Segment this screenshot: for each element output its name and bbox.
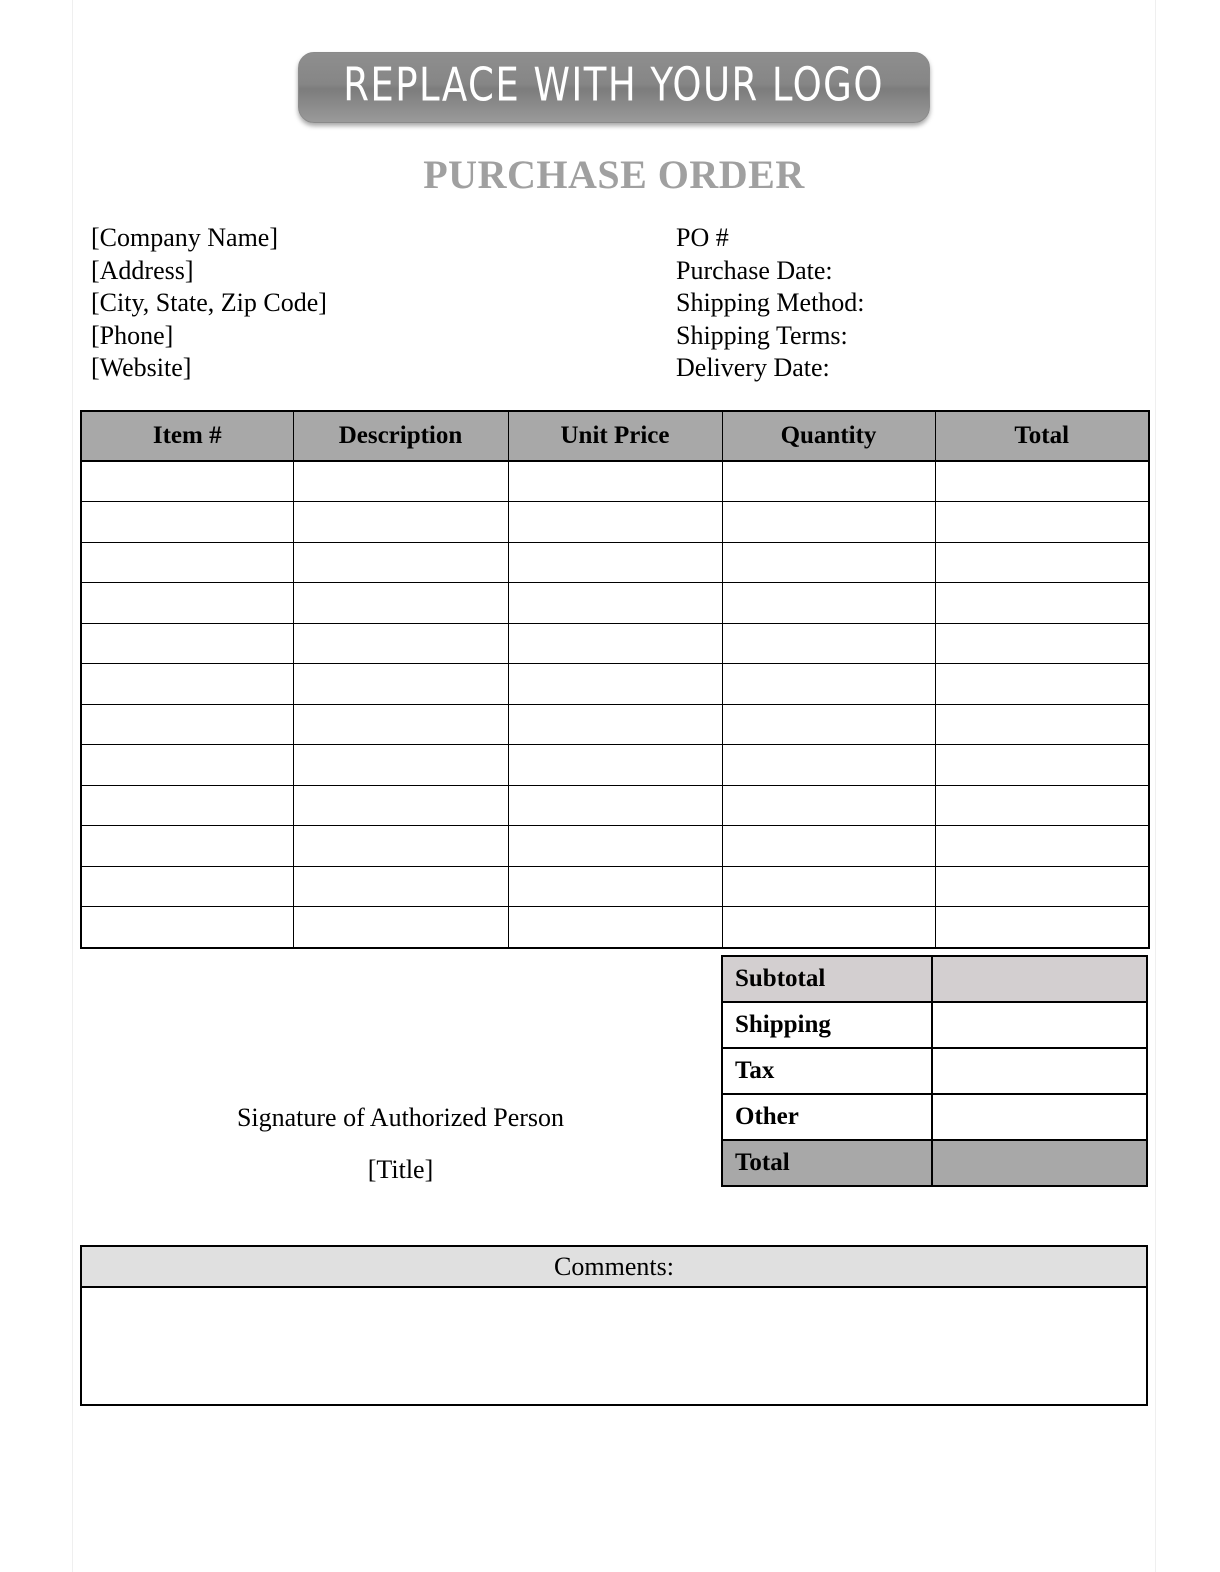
cell-item-number[interactable] [81, 785, 293, 826]
lower-section [80, 949, 1148, 1194]
delivery-date-field[interactable]: Delivery Date: [676, 353, 830, 382]
order-info-block [663, 222, 1148, 385]
purchase-order-sheet [80, 0, 1148, 1406]
cell-total[interactable] [935, 664, 1149, 705]
table-row [81, 623, 1149, 664]
table-row [81, 461, 1149, 502]
cell-unit-price[interactable] [508, 907, 722, 948]
cell-description[interactable] [293, 907, 508, 948]
cell-description[interactable] [293, 583, 508, 624]
company-name-field[interactable]: [Company Name] [91, 223, 279, 252]
totals-value-tax[interactable] [932, 1048, 1147, 1094]
totals-body [722, 956, 1147, 1186]
cell-total[interactable] [935, 907, 1149, 948]
cell-quantity[interactable] [722, 502, 935, 543]
company-block [80, 222, 663, 385]
cell-item-number[interactable] [81, 704, 293, 745]
cell-description[interactable] [293, 502, 508, 543]
cell-quantity[interactable] [722, 745, 935, 786]
cell-unit-price[interactable] [508, 583, 722, 624]
cell-description[interactable] [293, 866, 508, 907]
totals-row [722, 1094, 1147, 1140]
company-website-field[interactable]: [Website] [91, 353, 192, 382]
column-header-quantity: Quantity [722, 411, 935, 461]
totals-row [722, 1002, 1147, 1048]
cell-total[interactable] [935, 745, 1149, 786]
cell-quantity[interactable] [722, 623, 935, 664]
table-row [81, 785, 1149, 826]
cell-total[interactable] [935, 623, 1149, 664]
totals-table [721, 955, 1148, 1187]
cell-quantity[interactable] [722, 542, 935, 583]
cell-item-number[interactable] [81, 866, 293, 907]
cell-description[interactable] [293, 704, 508, 745]
totals-row [722, 1048, 1147, 1094]
cell-total[interactable] [935, 826, 1149, 867]
totals-value-subtotal[interactable] [932, 956, 1147, 1002]
cell-quantity[interactable] [722, 461, 935, 502]
cell-total[interactable] [935, 785, 1149, 826]
cell-total[interactable] [935, 583, 1149, 624]
totals-value-total[interactable] [932, 1140, 1147, 1186]
shipping-method-field[interactable]: Shipping Method: [676, 288, 865, 317]
page-title: PURCHASE ORDER [423, 152, 805, 197]
cell-item-number[interactable] [81, 502, 293, 543]
table-row [81, 907, 1149, 948]
cell-item-number[interactable] [81, 907, 293, 948]
totals-value-other[interactable] [932, 1094, 1147, 1140]
totals-label-subtotal: Subtotal [722, 956, 932, 1002]
cell-total[interactable] [935, 704, 1149, 745]
cell-unit-price[interactable] [508, 542, 722, 583]
company-address-field[interactable]: [Address] [91, 255, 194, 285]
table-row [81, 664, 1149, 705]
cell-unit-price[interactable] [508, 785, 722, 826]
cell-total[interactable] [935, 502, 1149, 543]
totals-value-shipping[interactable] [932, 1002, 1147, 1048]
cell-item-number[interactable] [81, 542, 293, 583]
cell-unit-price[interactable] [508, 623, 722, 664]
company-phone-field[interactable]: [Phone] [91, 320, 174, 350]
line-items-table [80, 410, 1150, 949]
totals-label-total: Total [722, 1140, 932, 1186]
cell-description[interactable] [293, 461, 508, 502]
column-header-description: Description [293, 411, 508, 461]
po-number-field[interactable]: PO # [676, 223, 729, 252]
meta-section [80, 222, 1148, 385]
items-header-row [81, 411, 1149, 461]
cell-description[interactable] [293, 664, 508, 705]
cell-unit-price[interactable] [508, 866, 722, 907]
column-header-unit-price: Unit Price [508, 411, 722, 461]
cell-description[interactable] [293, 785, 508, 826]
cell-quantity[interactable] [722, 826, 935, 867]
cell-quantity[interactable] [722, 664, 935, 705]
cell-total[interactable] [935, 542, 1149, 583]
cell-quantity[interactable] [722, 704, 935, 745]
items-body [81, 461, 1149, 948]
column-header-total: Total [935, 411, 1149, 461]
purchase-date-field[interactable]: Purchase Date: [676, 255, 833, 285]
cell-item-number[interactable] [81, 664, 293, 705]
cell-description[interactable] [293, 542, 508, 583]
cell-item-number[interactable] [81, 623, 293, 664]
cell-unit-price[interactable] [508, 826, 722, 867]
signature-line-label: Signature of Authorized Person [236, 1102, 565, 1132]
table-row [81, 745, 1149, 786]
page-edge-right [1155, 0, 1156, 1572]
cell-description[interactable] [293, 826, 508, 867]
signature-title-field[interactable]: [Title] [367, 1154, 434, 1184]
logo-placeholder-text: REPLACE WITH YOUR LOGO [343, 58, 885, 113]
cell-total[interactable] [935, 866, 1149, 907]
logo-placeholder-badge[interactable] [298, 52, 929, 123]
page-edge-left [72, 0, 73, 1572]
cell-item-number[interactable] [81, 461, 293, 502]
cell-item-number[interactable] [81, 826, 293, 867]
totals-label-tax: Tax [722, 1048, 932, 1094]
company-city-state-zip-field[interactable]: [City, State, Zip Code] [91, 288, 327, 317]
column-header-item-number: Item # [81, 411, 293, 461]
cell-description[interactable] [293, 623, 508, 664]
totals-row [722, 1140, 1147, 1186]
cell-unit-price[interactable] [508, 502, 722, 543]
totals-row [722, 956, 1147, 1002]
table-row [81, 502, 1149, 543]
table-row [81, 542, 1149, 583]
cell-total[interactable] [935, 461, 1149, 502]
cell-quantity[interactable] [722, 907, 935, 948]
cell-quantity[interactable] [722, 866, 935, 907]
cell-unit-price[interactable] [508, 745, 722, 786]
cell-unit-price[interactable] [508, 664, 722, 705]
comments-box [80, 1245, 1148, 1406]
table-row [81, 866, 1149, 907]
cell-quantity[interactable] [722, 785, 935, 826]
cell-item-number[interactable] [81, 745, 293, 786]
totals-label-shipping: Shipping [722, 1002, 932, 1048]
shipping-terms-field[interactable]: Shipping Terms: [676, 320, 848, 350]
table-row [81, 704, 1149, 745]
cell-unit-price[interactable] [508, 704, 722, 745]
cell-unit-price[interactable] [508, 461, 722, 502]
comments-input-area[interactable] [82, 1288, 1146, 1404]
signature-block [80, 1101, 721, 1187]
cell-item-number[interactable] [81, 583, 293, 624]
logo-area [80, 0, 1148, 123]
totals-label-other: Other [722, 1094, 932, 1140]
table-row [81, 826, 1149, 867]
cell-description[interactable] [293, 745, 508, 786]
comments-header: Comments: [82, 1247, 1146, 1288]
cell-quantity[interactable] [722, 583, 935, 624]
table-row [81, 583, 1149, 624]
